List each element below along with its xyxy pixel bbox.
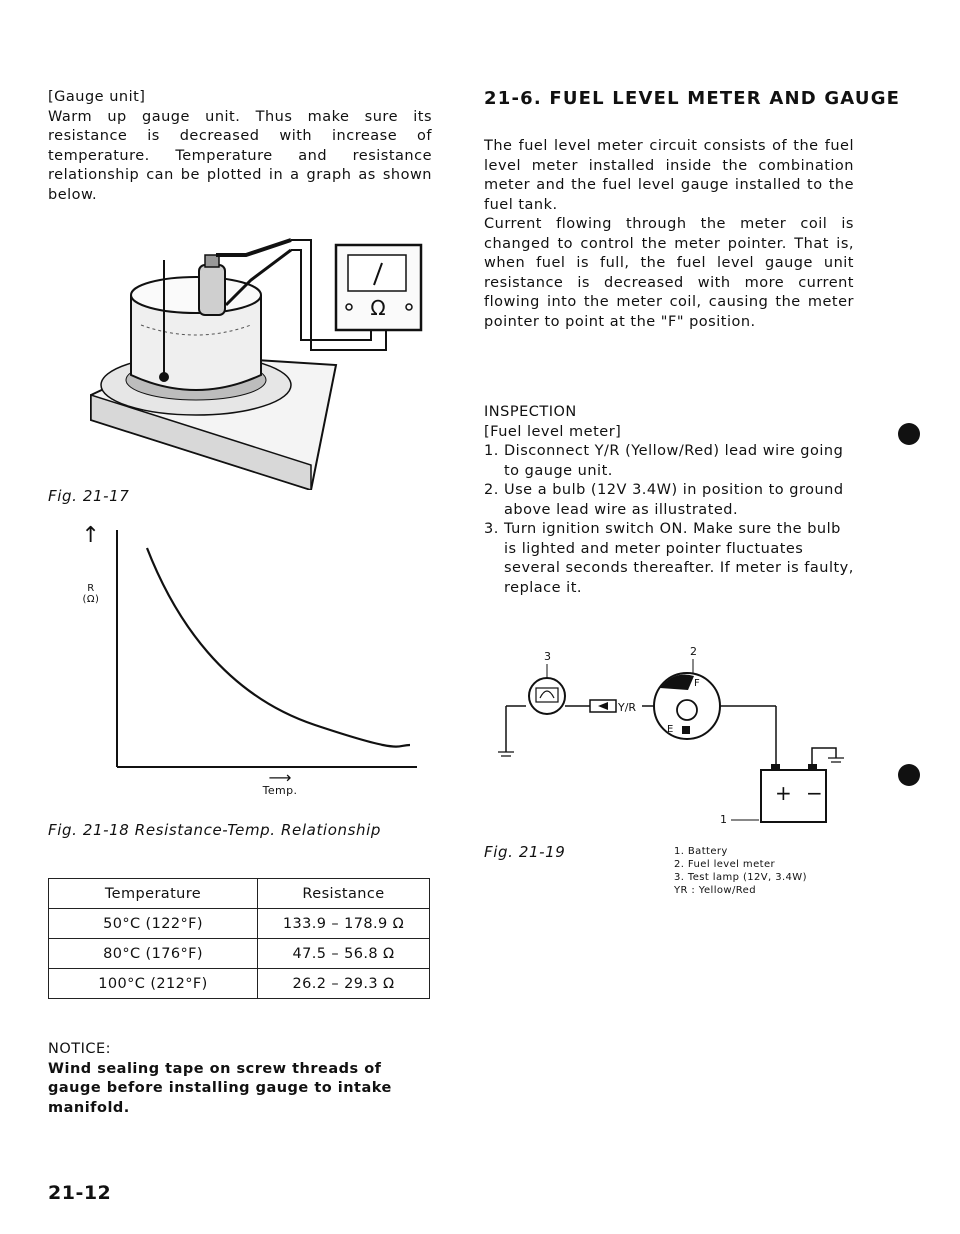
y-axis-arrow-icon: ↑ [81, 523, 101, 548]
gauge-unit-intro: Warm up gauge unit. Thus make sure its resistance is decreased with increase of temperature. Temperature and resistance relationship can be plotted in a graph as shown below. [48, 108, 432, 203]
margin-dot [898, 423, 920, 445]
resistance-curve [147, 548, 410, 747]
table-cell-resistance: 26.2 – 29.3 Ω [258, 969, 430, 999]
step-number: 3. [484, 521, 499, 537]
list-item [484, 442, 854, 481]
battery-minus-sign: − [806, 781, 823, 805]
inspection-title: INSPECTION [484, 404, 577, 420]
legend-item: 2. Fuel level meter [674, 859, 776, 870]
table-header-row [49, 879, 430, 909]
fig-21-18-caption: Fig. 21-18 Resistance-Temp. Relationship [48, 821, 381, 839]
graph-y-axis-label [80, 523, 102, 605]
table-row [49, 909, 430, 939]
callout-1: 1 [720, 813, 727, 826]
gauge-unit-text [48, 88, 432, 205]
table-row [49, 969, 430, 999]
list-item [484, 520, 854, 598]
legend-item: 1. Battery [674, 846, 728, 857]
legend-item: 3. Test lamp (12V, 3.4W) [674, 872, 807, 883]
description-para-2: Current flowing through the meter coil is changed to control the meter pointer. That is, when fuel is full, the fuel level gauge unit resistance is decreased with more current flowing into the meter coil, causing the meter pointer to point at the "F" position. [484, 216, 854, 330]
fuel-level-description [484, 137, 854, 332]
notice-text: Wind sealing tape on screw threads of gauge before installing gauge to intake manifold. [48, 1060, 392, 1116]
battery-plus-sign: + [775, 781, 792, 805]
meter-f-mark: F [694, 678, 700, 689]
step-number: 2. [484, 482, 499, 498]
gauge-unit-subheading: [Gauge unit] [48, 89, 146, 105]
inspection-block [484, 403, 854, 598]
notice-block [48, 1040, 432, 1118]
table-header-resistance: Resistance [258, 879, 430, 909]
gauge-test-illustration [86, 215, 431, 490]
list-item [484, 481, 854, 520]
fuel-pump-icon [682, 726, 690, 734]
step-text: Use a bulb (12V 3.4W) in position to ground above lead wire as illustrated. [504, 482, 844, 518]
table-cell-temperature: 80°C (176°F) [49, 939, 258, 969]
table-cell-temperature: 50°C (122°F) [49, 909, 258, 939]
step-text: Disconnect Y/R (Yellow/Red) lead wire going to gauge unit. [504, 443, 844, 479]
fuel-meter-wiring-diagram [484, 640, 884, 830]
step-number: 1. [484, 443, 499, 459]
table-row [49, 939, 430, 969]
inspection-steps [484, 442, 854, 598]
fig-21-17-caption: Fig. 21-17 [48, 487, 130, 505]
fig-21-19-caption: Fig. 21-19 [484, 843, 566, 861]
graph-y-label-unit: (Ω) [82, 594, 100, 605]
legend-item: YR : Yellow/Red [674, 885, 756, 896]
graph-x-label: Temp. [262, 784, 298, 797]
resistance-temp-graph [115, 530, 420, 770]
table-cell-resistance: 47.5 – 56.8 Ω [258, 939, 430, 969]
inspection-subheading: [Fuel level meter] [484, 423, 622, 440]
page-number: 21-12 [48, 1182, 112, 1204]
notice-title: NOTICE: [48, 1041, 112, 1057]
step-text: Turn ignition switch ON. Make sure the bulb is lighted and meter pointer fluctuates several seconds thereafter. If meter is faulty, replace it. [504, 521, 854, 596]
callout-2: 2 [690, 645, 697, 658]
wire-label-yr: Y/R [618, 701, 637, 714]
meter-e-mark: E [667, 724, 674, 735]
section-title: 21-6. FUEL LEVEL METER AND GAUGE [484, 88, 901, 109]
graph-y-label-r: R [87, 583, 95, 594]
table-cell-temperature: 100°C (212°F) [49, 969, 258, 999]
description-para-1: The fuel level meter circuit consists of the fuel level meter installed inside the combination meter and the fuel level gauge installed to the fuel tank. [484, 138, 854, 213]
x-axis-arrow-icon: ⟶ [268, 768, 292, 787]
diagram-legend [674, 845, 807, 897]
resistance-table [48, 878, 430, 999]
ohm-symbol: Ω [370, 296, 386, 320]
callout-3: 3 [544, 650, 551, 663]
margin-dot [898, 764, 920, 786]
graph-x-axis-label [240, 768, 320, 797]
table-cell-resistance: 133.9 – 178.9 Ω [258, 909, 430, 939]
table-header-temperature: Temperature [49, 879, 258, 909]
